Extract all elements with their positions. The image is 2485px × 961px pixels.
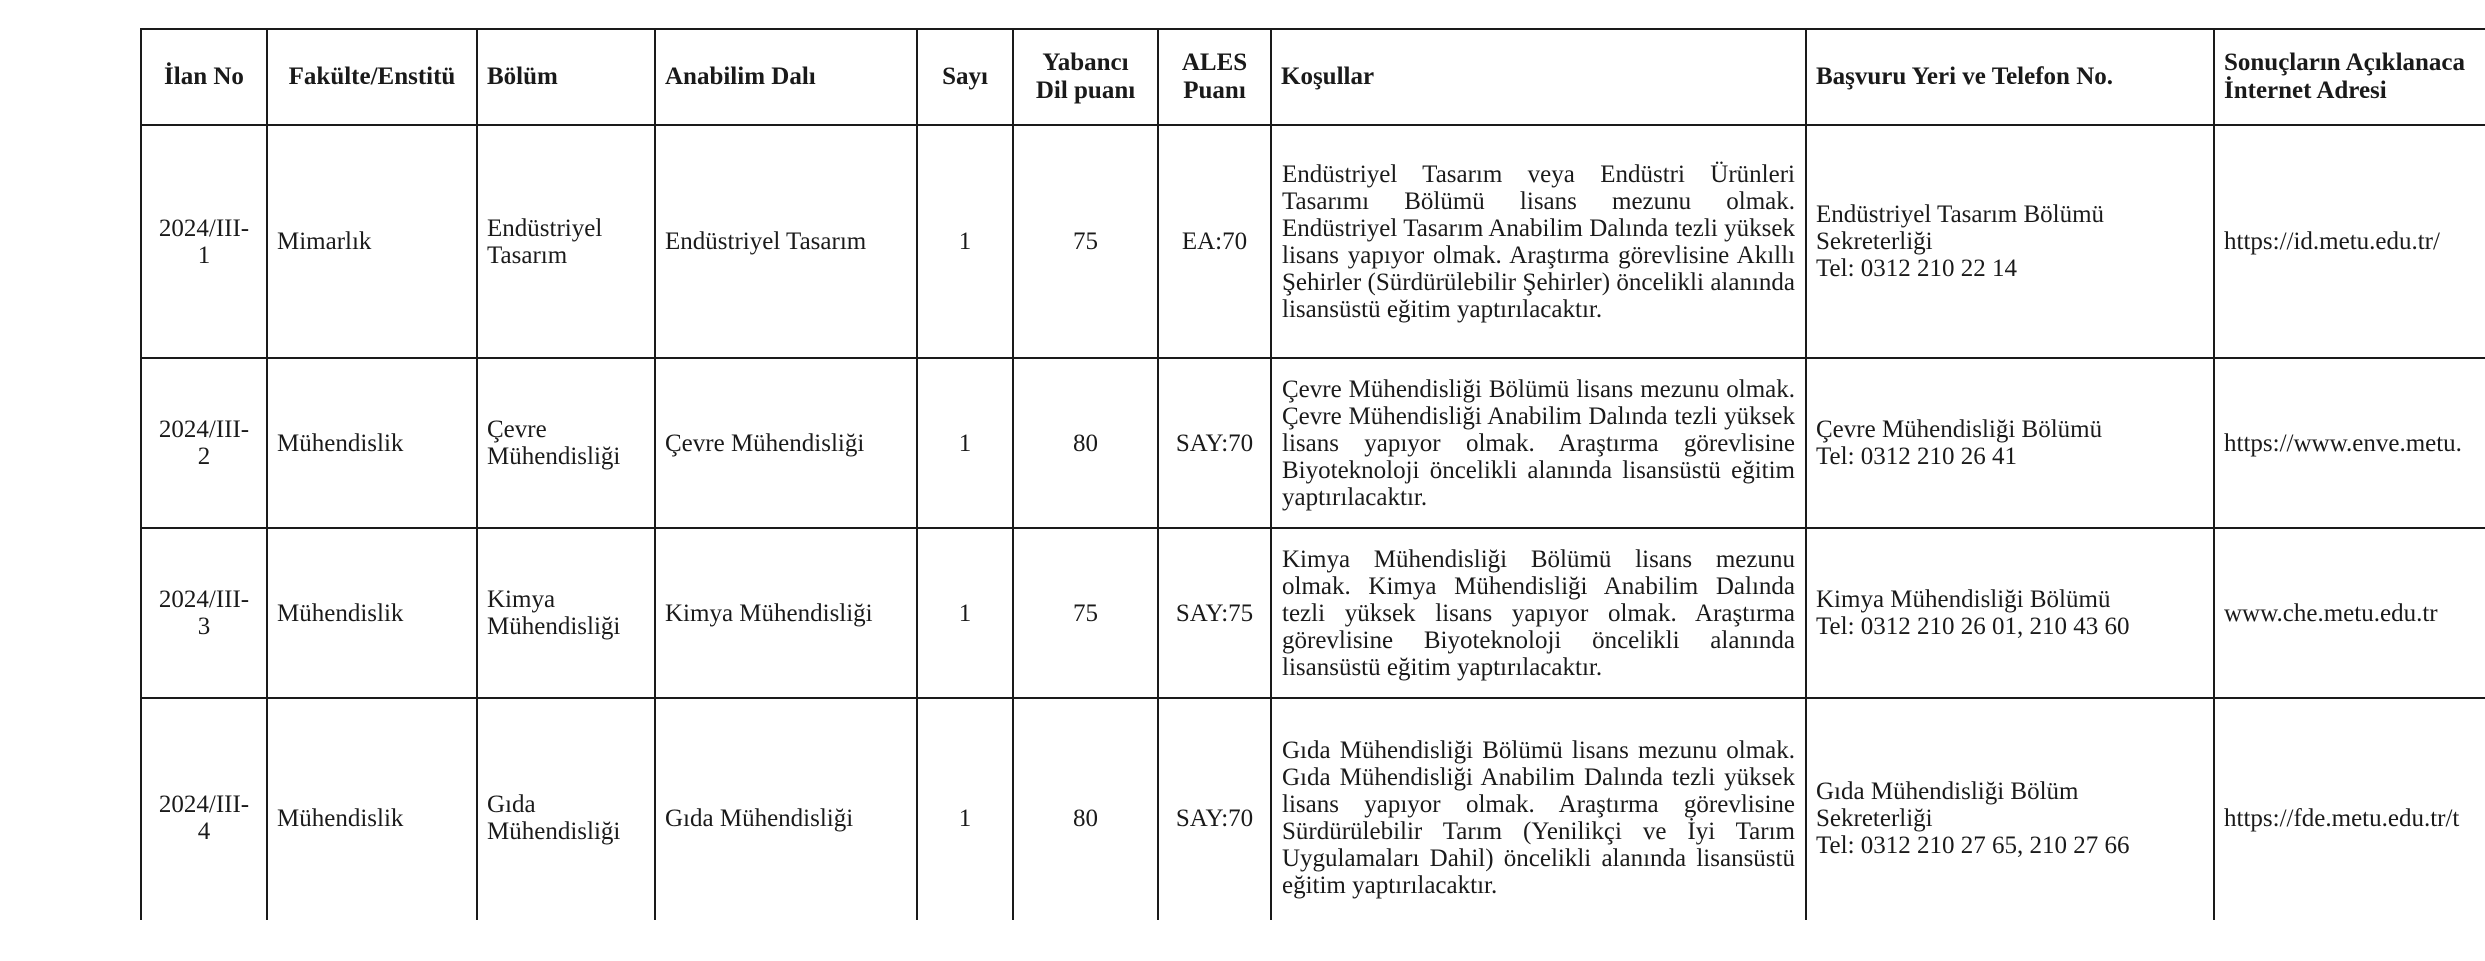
basvuru-line-2: Tel: 0312 210 26 41 (1816, 443, 2018, 470)
cell-basvuru-yeri (1806, 698, 2214, 920)
cell-bolum (477, 698, 655, 920)
bolum-line-2: Mühendisliği (487, 443, 621, 470)
header-row (141, 29, 2485, 125)
cell-ilan-no (141, 698, 267, 920)
header-yabanci-dil-puani (1013, 29, 1158, 125)
cell-bolum (477, 125, 655, 358)
header-ales-puani (1158, 29, 1271, 125)
cell-internet-adresi[interactable]: https://id.metu.edu.tr/ (2214, 125, 2485, 358)
header-sonuclar-internet-adresi (2214, 29, 2485, 125)
table-row (141, 528, 2485, 698)
cell-fakulte: Mimarlık (267, 125, 477, 358)
cell-anabilim-dali: Çevre Mühendisliği (655, 358, 917, 528)
header-kosullar: Koşullar (1271, 29, 1806, 125)
header-bolum: Bölüm (477, 29, 655, 125)
header-sayi: Sayı (917, 29, 1013, 125)
bolum-line-1: Çevre (487, 416, 547, 443)
cell-kosullar: Kimya Mühendisliği Bölümü lisans mezunu olmak. Kimya Mühendisliği Anabilim Dalında tezli yüksek lisans yapıyor olmak. Araştırma görevlisine Biyoteknoloji öncelikli alanında lisansüstü eğitim yaptırılacaktır. (1271, 528, 1806, 698)
cell-internet-adresi[interactable]: https://www.enve.metu. (2214, 358, 2485, 528)
cell-fakulte: Mühendislik (267, 358, 477, 528)
header-sonuc-line-1: Sonuçların Açıklanaca (2224, 49, 2466, 76)
cell-basvuru-yeri (1806, 528, 2214, 698)
ilan-no-line-2: 1 (197, 241, 211, 269)
cell-yabanci-dil-puani: 75 (1013, 125, 1158, 358)
cell-kosullar: Çevre Mühendisliği Bölümü lisans mezunu olmak. Çevre Mühendisliği Anabilim Dalında tezli yüksek lisans yapıyor olmak. Araştırma görevlisine Biyoteknoloji öncelikli alanında lisansüstü eğitim yaptırılacaktır. (1271, 358, 1806, 528)
cell-basvuru-yeri (1806, 125, 2214, 358)
header-sonuc-line-2: İnternet Adresi (2224, 77, 2387, 104)
header-ilan-no: İlan No (141, 29, 267, 125)
bolum-line-2: Mühendisliği (487, 613, 621, 640)
cell-sayi: 1 (917, 528, 1013, 698)
announcement-table-wrapper (140, 28, 2485, 920)
basvuru-line-1: Kimya Mühendisliği Bölümü (1816, 586, 2111, 613)
cell-anabilim-dali: Gıda Mühendisliği (655, 698, 917, 920)
cell-sayi: 1 (917, 358, 1013, 528)
header-ales-line-1: ALES (1181, 49, 1248, 76)
basvuru-line-3: Tel: 0312 210 22 14 (1816, 255, 2018, 282)
header-fakulte: Fakülte/Enstitü (267, 29, 477, 125)
header-yabanci-line-1: Yabancı (1042, 49, 1129, 76)
bolum-line-2: Tasarım (487, 241, 568, 269)
cell-yabanci-dil-puani: 80 (1013, 698, 1158, 920)
cell-ales-puani: EA:70 (1158, 125, 1271, 358)
table-row (141, 698, 2485, 920)
cell-kosullar: Endüstriyel Tasarım veya Endüstri Ürünleri Tasarımı Bölümü lisans mezunu olmak. Endüstriyel Tasarım Anabilim Dalında tezli yüksek lisans yapıyor olmak. Araştırma görevlisine Akıllı Şehirler (Sürdürülebilir Şehirler) öncelikli alanında lisansüstü eğitim yaptırılacaktır. (1271, 125, 1806, 358)
cell-anabilim-dali: Endüstriyel Tasarım (655, 125, 917, 358)
table-row (141, 358, 2485, 528)
announcement-table (140, 28, 2485, 920)
bolum-line-2: Mühendisliği (487, 818, 621, 845)
cell-ilan-no (141, 358, 267, 528)
ilan-no-line-1: 2024/III- (158, 586, 250, 613)
ilan-no-line-1: 2024/III- (158, 214, 250, 242)
cell-ales-puani: SAY:75 (1158, 528, 1271, 698)
cell-bolum (477, 528, 655, 698)
header-anabilim-dali: Anabilim Dalı (655, 29, 917, 125)
basvuru-line-2: Sekreterliği (1816, 228, 1933, 255)
ilan-no-line-2: 3 (197, 613, 211, 640)
ilan-no-line-2: 4 (197, 818, 211, 845)
table-row (141, 125, 2485, 358)
basvuru-line-3: Tel: 0312 210 27 65, 210 27 66 (1816, 831, 2130, 859)
cell-sayi: 1 (917, 698, 1013, 920)
cell-internet-adresi[interactable]: www.che.metu.edu.tr (2214, 528, 2485, 698)
header-yabanci-line-2: Dil puanı (1035, 77, 1136, 104)
cell-ales-puani: SAY:70 (1158, 698, 1271, 920)
cell-yabanci-dil-puani: 80 (1013, 358, 1158, 528)
cell-sayi: 1 (917, 125, 1013, 358)
basvuru-line-2: Sekreterliği (1816, 804, 1933, 832)
header-basvuru-yeri: Başvuru Yeri ve Telefon No. (1806, 29, 2214, 125)
cell-fakulte: Mühendislik (267, 528, 477, 698)
cell-internet-adresi[interactable]: https://fde.metu.edu.tr/t (2214, 698, 2485, 920)
basvuru-line-1: Çevre Mühendisliği Bölümü (1816, 416, 2103, 443)
basvuru-line-1: Endüstriyel Tasarım Bölümü (1816, 201, 2105, 228)
cell-ales-puani: SAY:70 (1158, 358, 1271, 528)
bolum-line-1: Endüstriyel (487, 214, 603, 242)
bolum-line-1: Gıda (487, 791, 536, 818)
basvuru-line-2: Tel: 0312 210 26 01, 210 43 60 (1816, 613, 2130, 640)
basvuru-line-1: Gıda Mühendisliği Bölüm (1816, 777, 2079, 805)
bolum-line-1: Kimya (487, 586, 556, 613)
cell-fakulte: Mühendislik (267, 698, 477, 920)
cell-bolum (477, 358, 655, 528)
cell-kosullar: Gıda Mühendisliği Bölümü lisans mezunu olmak. Gıda Mühendisliği Anabilim Dalında tezli yüksek lisans yapıyor olmak. Araştırma görevlisine Sürdürülebilir Tarım (Yenilikçi ve İyi Tarım Uygulamaları Dahil) öncelikli alanında lisansüstü eğitim yaptırılacaktır. (1271, 698, 1806, 920)
cell-basvuru-yeri (1806, 358, 2214, 528)
cell-ilan-no (141, 125, 267, 358)
cell-anabilim-dali: Kimya Mühendisliği (655, 528, 917, 698)
ilan-no-line-1: 2024/III- (158, 791, 250, 818)
cell-ilan-no (141, 528, 267, 698)
cell-yabanci-dil-puani: 75 (1013, 528, 1158, 698)
ilan-no-line-2: 2 (197, 443, 211, 470)
header-ales-line-2: Puanı (1183, 77, 1246, 104)
ilan-no-line-1: 2024/III- (158, 416, 250, 443)
